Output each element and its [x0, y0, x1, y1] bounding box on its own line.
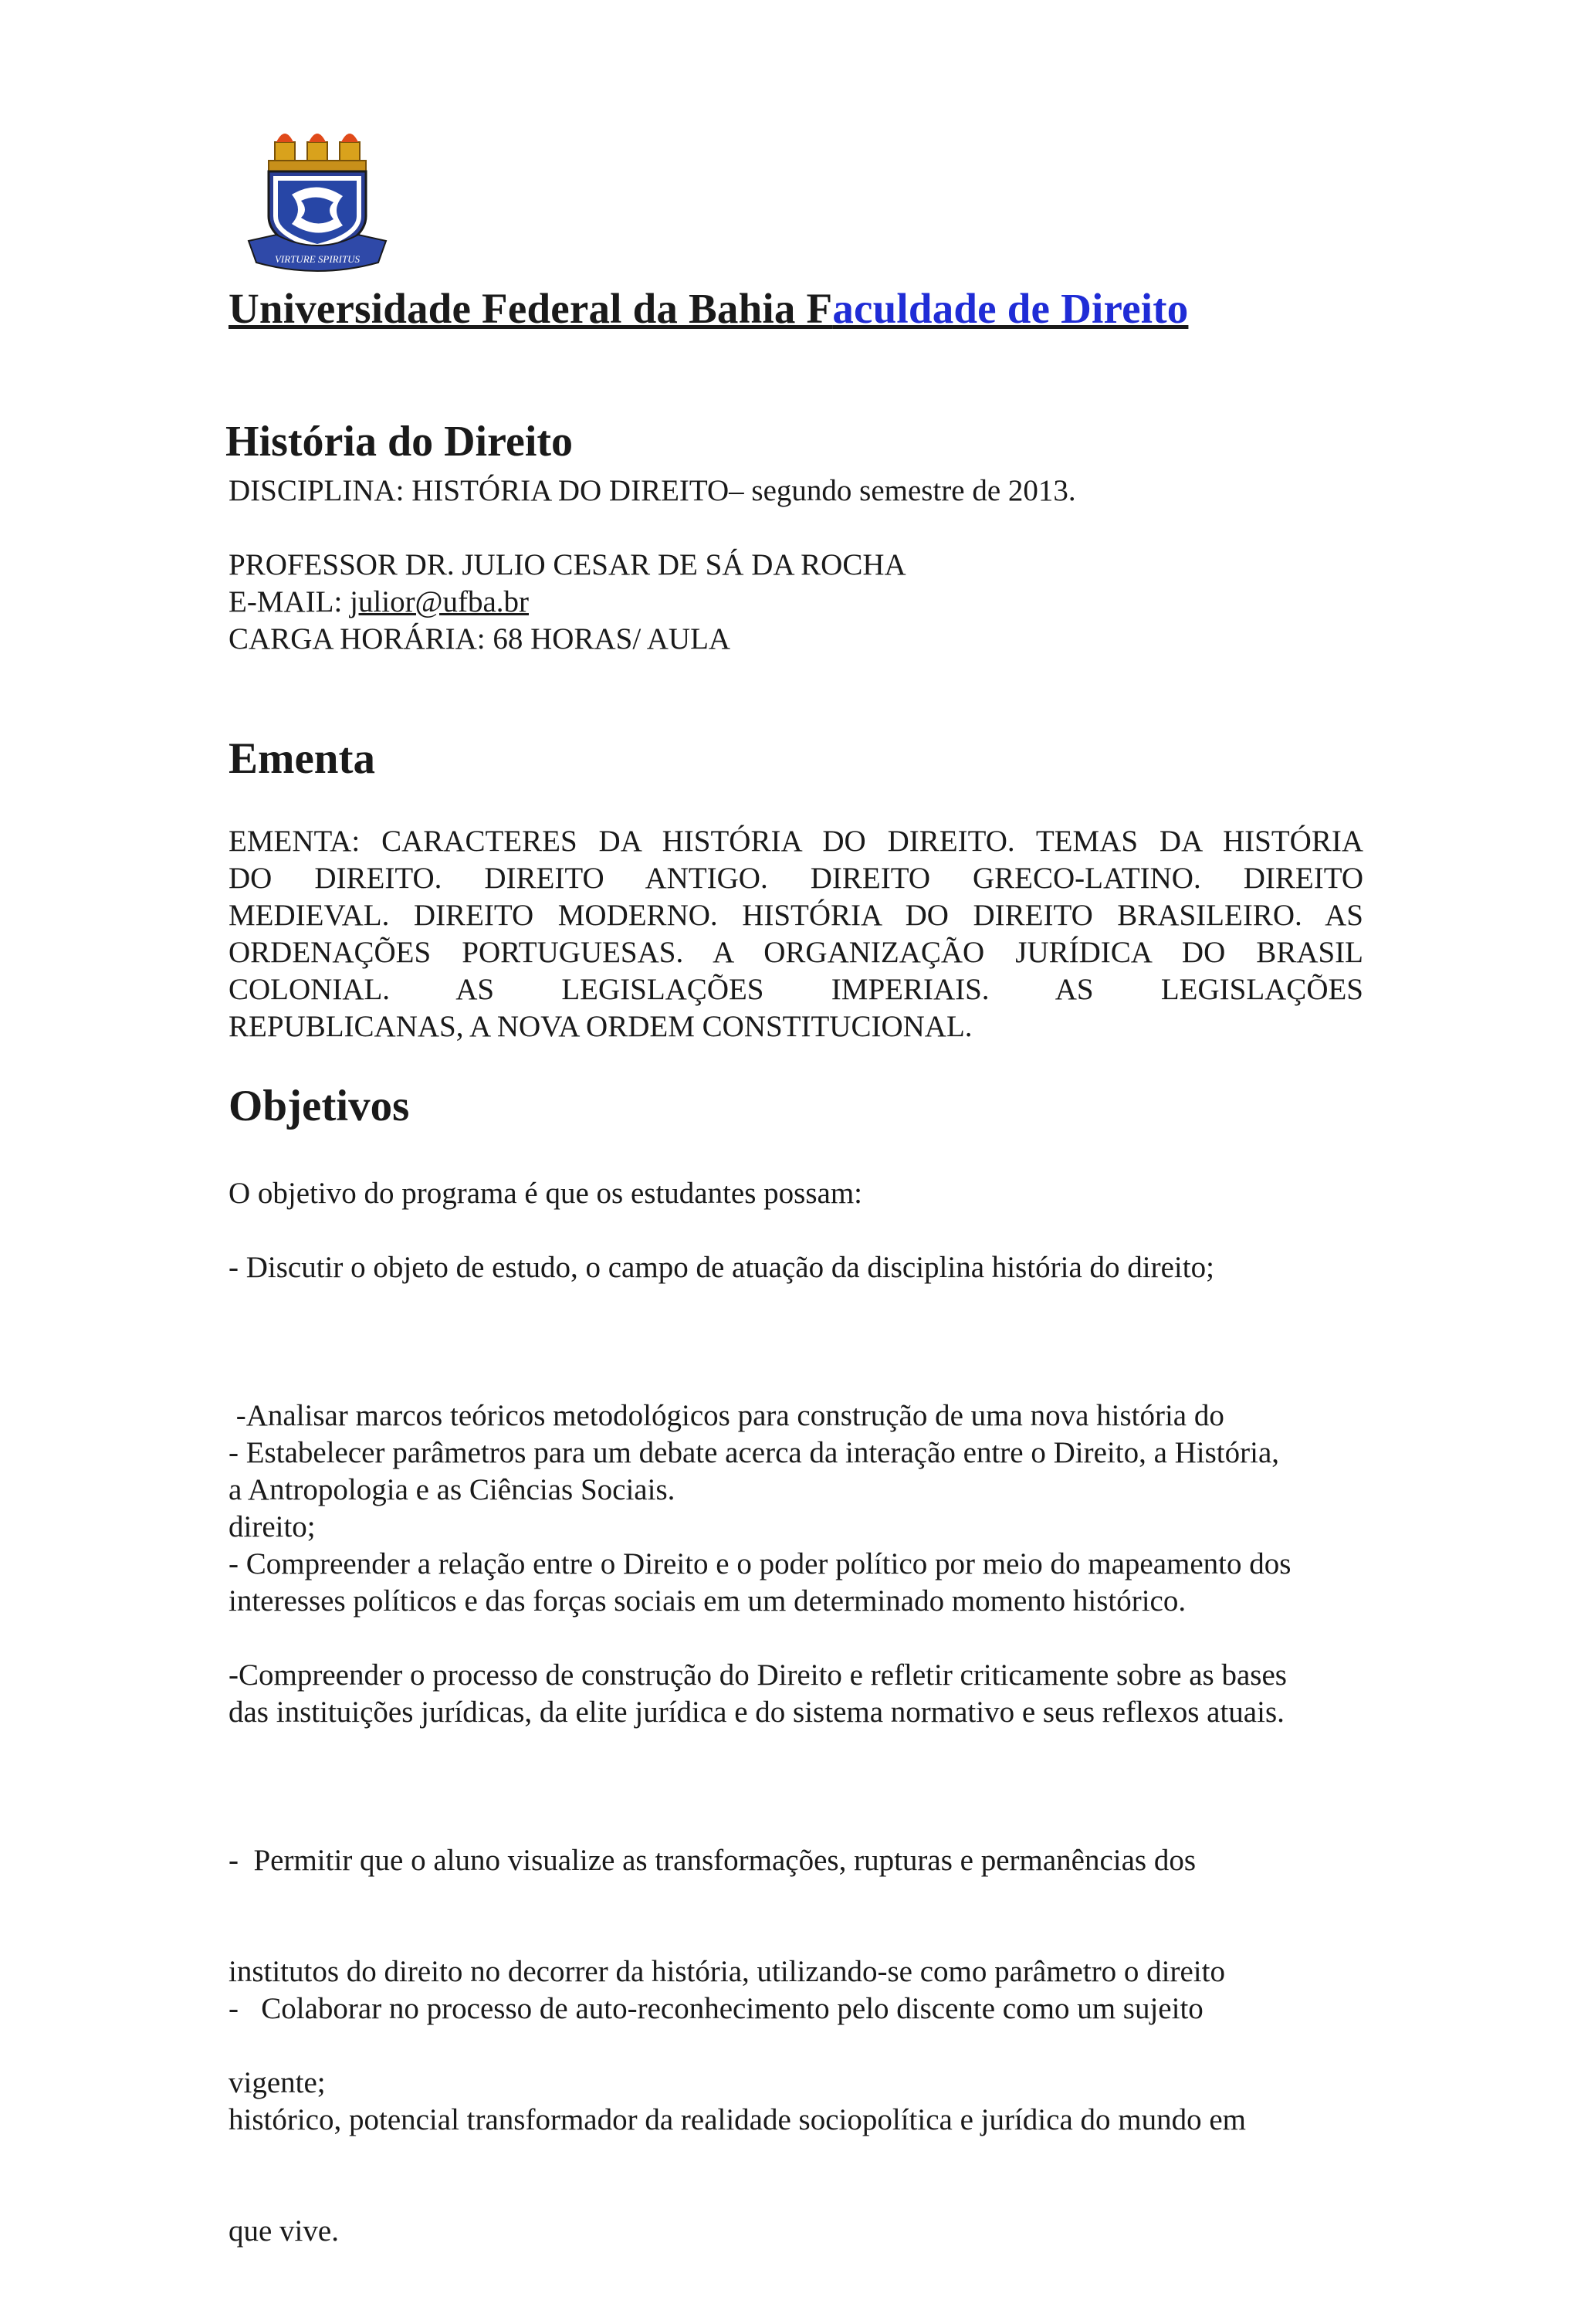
objective-line: - Compreender a relação entre o Direito e o poder político por meio do mapeamento dos [229, 1547, 1292, 1580]
university-name: Universidade Federal da Bahia F [229, 285, 833, 332]
objective-item [229, 1657, 1363, 1731]
objetivos-heading: Objetivos [229, 1082, 410, 1130]
ementa-line: MEDIEVAL. DIREITO MODERNO. HISTÓRIA DO DIREITO BRASILEIRO. AS [229, 899, 1363, 932]
ufba-coat-of-arms-logo [245, 125, 389, 276]
ementa-line: REPUBLICANAS, A NOVA ORDEM CONSTITUCIONAL. [229, 1010, 973, 1043]
objective-line: -Compreender o processo de construção do Direito e refletir criticamente sobre as bases [229, 1658, 1287, 1692]
email-label: E-MAIL: [229, 585, 350, 618]
objective-item [229, 1435, 1363, 1509]
objetivos-intro: O objetivo do programa é que os estudantes possam: [229, 1177, 862, 1210]
ementa-text [229, 823, 1363, 1045]
ementa-heading: Ementa [229, 734, 375, 783]
email-link[interactable]: julior@ufba.br [350, 585, 530, 618]
objective-line: que vive. [229, 2214, 339, 2248]
objective-line: - Estabelecer parâmetros para um debate acerca da interação entre o Direito, a História, [229, 1436, 1280, 1469]
professor-line: PROFESSOR DR. JULIO CESAR DE SÁ DA ROCHA [229, 548, 906, 581]
faculty-link[interactable]: aculdade de Direito [832, 285, 1189, 332]
logo-motto: VIRTURE SPIRITUS [274, 253, 361, 265]
objective-line: - Permitir que o aluno visualize as transformações, rupturas e permanências dos [229, 1844, 1197, 1877]
email-line [229, 584, 529, 621]
objective-line: interesses políticos e das forças sociais em um determinado momento histórico. [229, 1584, 1187, 1618]
objective-line: das instituições jurídicas, da elite jurídica e do sistema normativo e seus reflexos atuais. [229, 1696, 1285, 1729]
objective-line: vigente; [229, 2066, 326, 2099]
ementa-line: EMENTA: CARACTERES DA HISTÓRIA DO DIREITO. TEMAS DA HISTÓRIA [229, 825, 1363, 858]
objective-line: -Analisar marcos teóricos metodológicos para construção de uma nova história do [229, 1399, 1224, 1432]
ementa-line: COLONIAL. AS LEGISLAÇÕES IMPERIAIS. AS LEGISLAÇÕES [229, 973, 1363, 1006]
objective-line: direito; [229, 1510, 316, 1543]
objective-line: a Antropologia e as Ciências Sociais. [229, 1473, 675, 1506]
course-title: História do Direito [225, 418, 574, 466]
torches [269, 134, 366, 171]
objective-line: - Colaborar no processo de auto-reconhecimento pelo discente como um sujeito [229, 1992, 1204, 2025]
discipline-line: DISCIPLINA: HISTÓRIA DO DIREITO– segundo semestre de 2013. [229, 474, 1076, 507]
workload-line: CARGA HORÁRIA: 68 HORAS/ AULA [229, 622, 731, 656]
objective-item [229, 1916, 1363, 2324]
university-title [229, 284, 1188, 333]
objective-line: - Discutir o objeto de estudo, o campo de atuação da disciplina história do direito; [229, 1251, 1214, 1284]
objective-line: histórico, potencial transformador da realidade sociopolítica e jurídica do mundo em [229, 2103, 1246, 2136]
ementa-line: DO DIREITO. DIREITO ANTIGO. DIREITO GRECO-LATINO. DIREITO [229, 862, 1363, 895]
objective-line: institutos do direito no decorrer da história, utilizando-se como parâmetro o direito [229, 1955, 1225, 1988]
ementa-line: ORDENAÇÕES PORTUGUESAS. A ORGANIZAÇÃO JURÍDICA DO BRASIL [229, 936, 1363, 969]
objective-item [229, 1249, 1363, 1286]
objective-item [229, 1546, 1363, 1620]
